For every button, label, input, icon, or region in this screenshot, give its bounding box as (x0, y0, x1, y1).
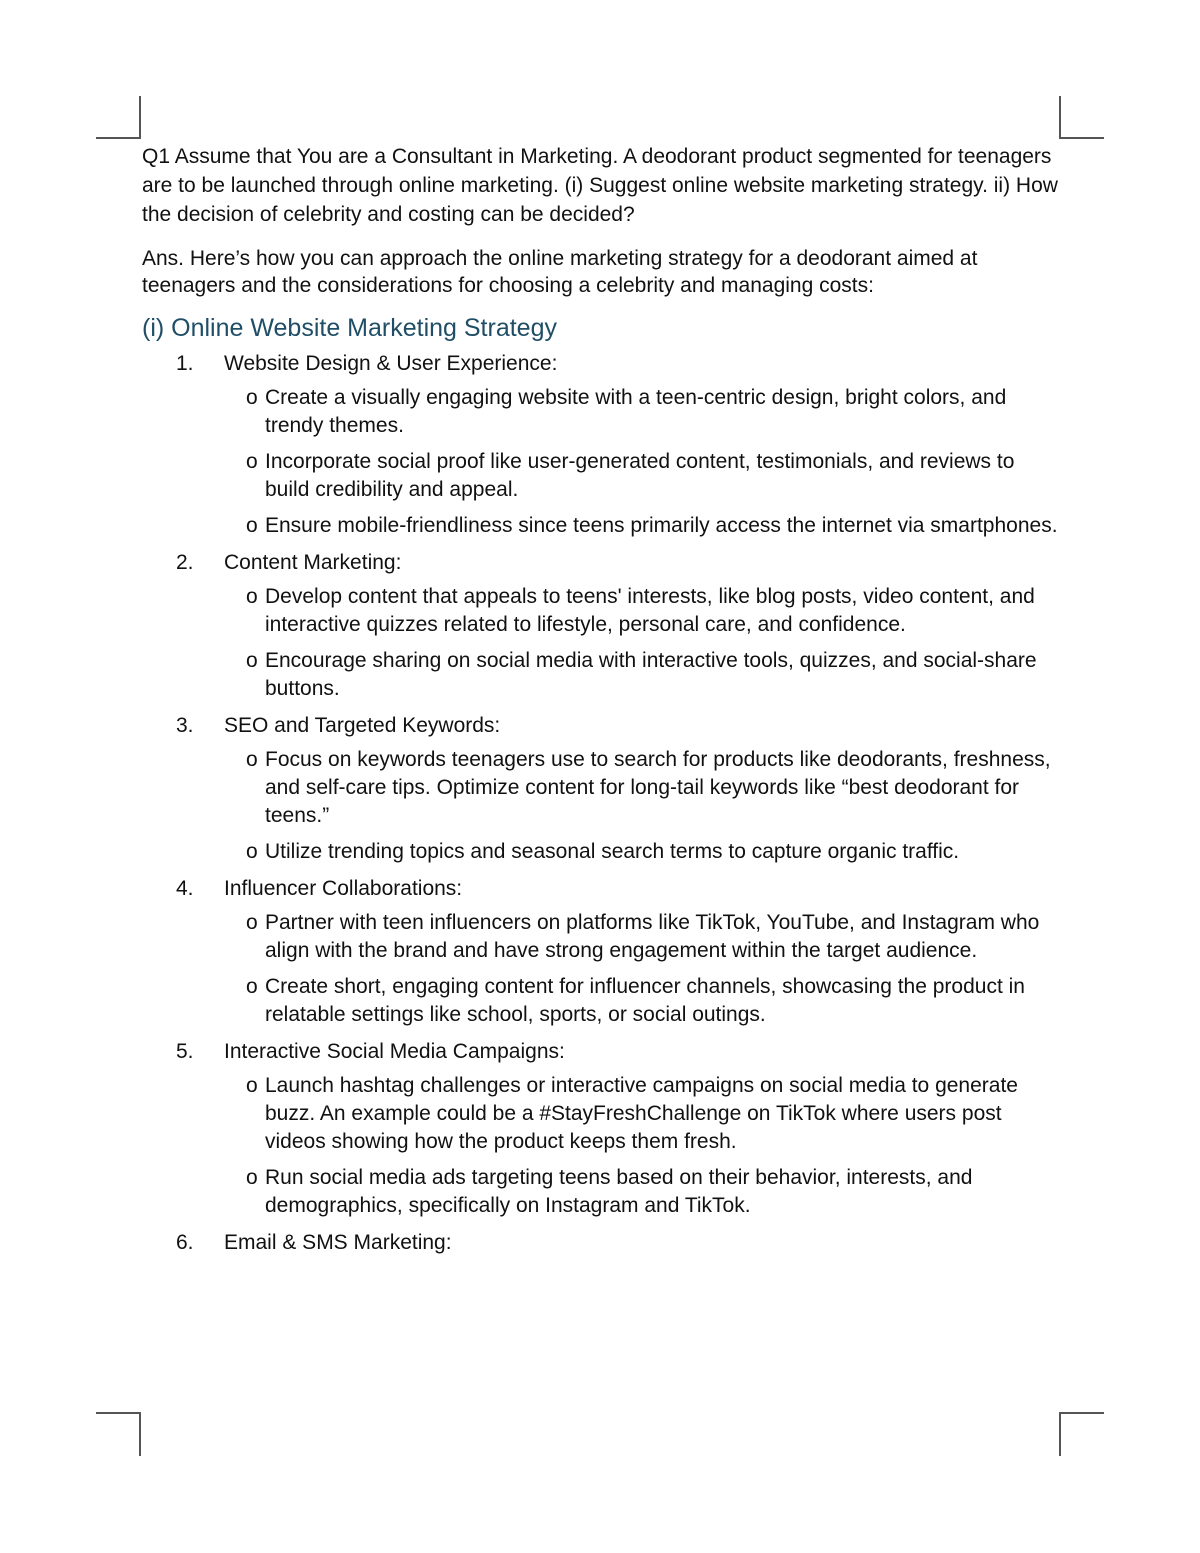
bullet-text: Ensure mobile-friendliness since teens primarily access the internet via smartphones. (265, 514, 1058, 537)
bullet-text: Utilize trending topics and seasonal search terms to capture organic traffic. (265, 840, 960, 863)
crop-mark-bottom-left-horizontal (96, 1412, 141, 1414)
crop-mark-top-left-vertical (139, 96, 141, 139)
list-item-label: Content Marketing: (224, 551, 402, 574)
bullet-marker: o (246, 1074, 258, 1097)
list-item-number: 1. (176, 352, 194, 375)
list-item-number: 2. (176, 551, 194, 574)
list-item-title (142, 1037, 1062, 1066)
crop-mark-top-right-horizontal (1059, 137, 1104, 139)
bullet-marker: o (246, 748, 258, 771)
bullet-text: Encourage sharing on social media with interactive tools, quizzes, and social-share buttons. (265, 649, 1037, 700)
answer-intro: Ans. Here’s how you can approach the online marketing strategy for a deodorant aimed at teenagers and the considerations for choosing a celebrity and managing costs: (142, 247, 978, 297)
crop-mark-bottom-left-vertical (139, 1412, 141, 1456)
bullet-marker: o (246, 840, 258, 863)
bullet-text: Launch hashtag challenges or interactive campaigns on social media to generate buzz. An example could be a #StayFreshChallenge on TikTok where users post videos showing how the product keeps them fresh. (265, 1074, 1018, 1153)
bullet-marker: o (246, 585, 258, 608)
list-bullet (142, 909, 1062, 965)
strategy-list (142, 349, 1062, 1257)
list-bullet (142, 583, 1062, 639)
list-bullet (142, 647, 1062, 703)
bullet-marker: o (246, 975, 258, 998)
list-item-title (142, 874, 1062, 903)
list-bullet (142, 384, 1062, 440)
list-item-title (142, 1228, 1062, 1257)
list-item-number: 5. (176, 1040, 194, 1063)
list-item-number: 3. (176, 714, 194, 737)
question-text: Q1 Assume that You are a Consultant in Marketing. A deodorant product segmented for teenagers are to be launched through online marketing. (i) Suggest online website marketing strategy. ii) How the decision of celebrity and costing can be decided? (142, 145, 1058, 226)
bullet-text: Run social media ads targeting teens based on their behavior, interests, and demographics, specifically on Instagram and TikTok. (265, 1166, 973, 1217)
section-heading: (i) Online Website Marketing Strategy (142, 314, 557, 342)
document-body (142, 142, 1062, 1263)
crop-mark-bottom-right-horizontal (1059, 1412, 1104, 1414)
bullet-marker: o (246, 514, 258, 537)
crop-mark-top-left-horizontal (96, 137, 141, 139)
list-item-label: Influencer Collaborations: (224, 877, 463, 900)
bullet-text: Partner with teen influencers on platforms like TikTok, YouTube, and Instagram who align with the brand and have strong engagement within the target audience. (265, 911, 1040, 962)
list-bullet (142, 1164, 1062, 1220)
bullet-marker: o (246, 911, 258, 934)
list-item-label: Email & SMS Marketing: (224, 1231, 452, 1254)
list-item-number: 6. (176, 1231, 194, 1254)
bullet-marker: o (246, 649, 258, 672)
bullet-text: Develop content that appeals to teens' interests, like blog posts, video content, and interactive quizzes related to lifestyle, personal care, and confidence. (265, 585, 1035, 636)
crop-mark-bottom-right-vertical (1059, 1412, 1061, 1456)
crop-mark-top-right-vertical (1059, 96, 1061, 139)
bullet-marker: o (246, 386, 258, 409)
list-item-title (142, 349, 1062, 378)
bullet-marker: o (246, 1166, 258, 1189)
list-item-label: SEO and Targeted Keywords: (224, 714, 501, 737)
list-bullet (142, 973, 1062, 1029)
bullet-text: Incorporate social proof like user-generated content, testimonials, and reviews to build credibility and appeal. (265, 450, 1015, 501)
list-bullet (142, 448, 1062, 504)
bullet-text: Focus on keywords teenagers use to search for products like deodorants, freshness, and self-care tips. Optimize content for long-tail keywords like “best deodorant for teens.” (265, 748, 1051, 827)
bullet-text: Create short, engaging content for influencer channels, showcasing the product in relatable settings like school, sports, or social outings. (265, 975, 1025, 1026)
list-item-label: Interactive Social Media Campaigns: (224, 1040, 565, 1063)
list-bullet (142, 838, 1062, 866)
list-bullet (142, 746, 1062, 830)
list-item-title (142, 711, 1062, 740)
list-bullet (142, 512, 1062, 540)
list-bullet (142, 1072, 1062, 1156)
list-item-label: Website Design & User Experience: (224, 352, 558, 375)
list-item-title (142, 548, 1062, 577)
list-item-number: 4. (176, 877, 194, 900)
bullet-marker: o (246, 450, 258, 473)
bullet-text: Create a visually engaging website with a teen-centric design, bright colors, and trendy themes. (265, 386, 1007, 437)
